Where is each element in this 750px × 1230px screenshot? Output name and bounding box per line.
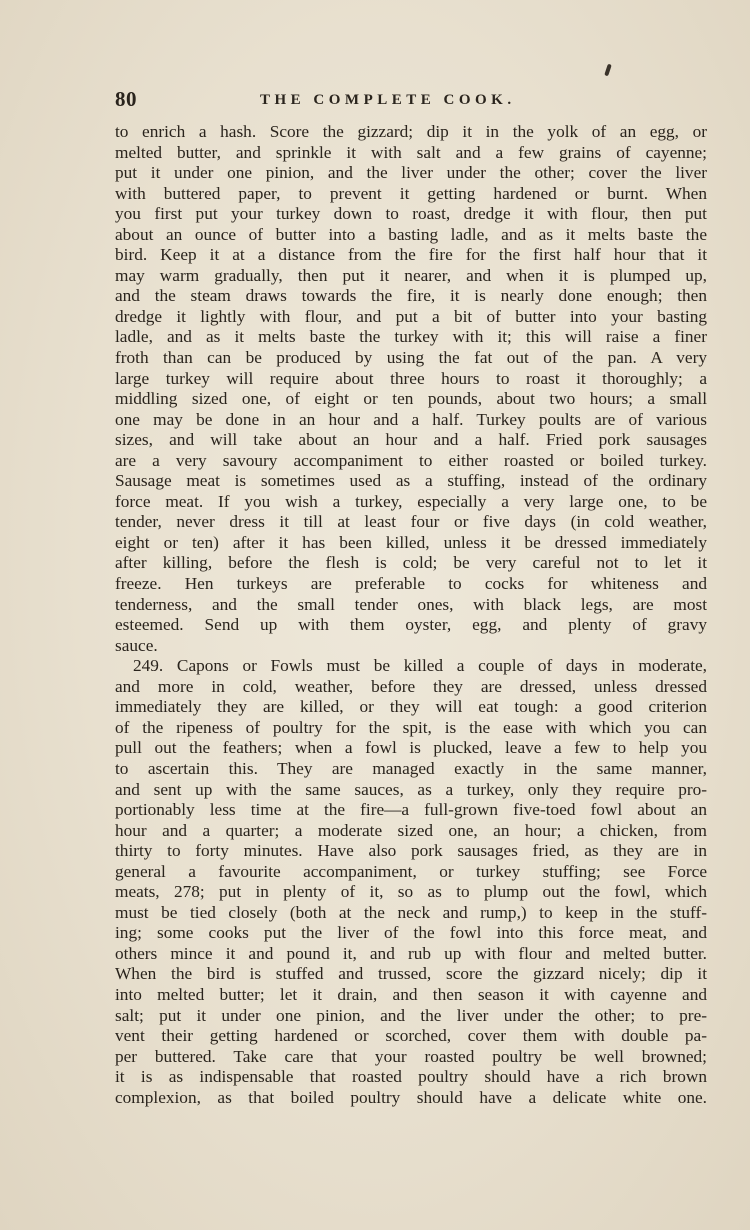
- text-line: eight or ten) after it has been killed, unless it be dressed immediately: [115, 532, 707, 552]
- text-line: salt; put it under one pinion, and the liver under the other; to pre-: [115, 1005, 707, 1025]
- text-line: after killing, before the flesh is cold; be very careful not to let it: [115, 553, 707, 573]
- text-line: complexion, as that boiled poultry should have a delicate white one.: [115, 1087, 707, 1107]
- text-line: are a very savoury accompaniment to either roasted or boiled turkey.: [115, 450, 707, 470]
- text-line: large turkey will require about three hours to roast it thoroughly; a: [115, 368, 707, 388]
- text-line: freeze. Hen turkeys are preferable to cocks for whiteness and: [115, 574, 707, 594]
- text-line: and sent up with the same sauces, as a turkey, only they require pro-: [115, 779, 707, 799]
- text-line: immediately they are killed, or they will eat tough: a good criterion: [115, 697, 707, 717]
- running-head: THE COMPLETE COOK.: [260, 92, 516, 108]
- text-line: general a favourite accompaniment, or turkey stuffing; see Force: [115, 861, 707, 881]
- text-line: vent their getting hardened or scorched, cover them with double pa-: [115, 1026, 707, 1046]
- text-line: esteemed. Send up with them oyster, egg, and plenty of gravy: [115, 615, 707, 635]
- text-line: with buttered paper, to prevent it getting hardened or burnt. When: [115, 183, 707, 203]
- text-line: sauce.: [115, 635, 158, 655]
- text-line: middling sized one, of eight or ten pounds, about two hours; a small: [115, 389, 707, 409]
- text-line: it is as indispensable that roasted poultry should have a rich brown: [115, 1067, 707, 1087]
- text-line: per buttered. Take care that your roasted poultry be well browned;: [115, 1046, 707, 1066]
- text-line: to enrich a hash. Score the gizzard; dip it in the yolk of an egg, or: [115, 122, 707, 141]
- text-line: put it under one pinion, and the liver under the other; cover the liver: [115, 163, 707, 183]
- text-line: froth than can be produced by using the fat out of the pan. A very: [115, 348, 707, 368]
- text-line: into melted butter; let it drain, and then season it with cayenne and: [115, 984, 707, 1004]
- text-line: ing; some cooks put the liver of the fowl into this force meat, and: [115, 923, 707, 943]
- text-line: sizes, and will take about an hour and a half. Fried pork sausages: [115, 430, 707, 450]
- text-line: one may be done in an hour and a half. Turkey poults are of various: [115, 409, 707, 429]
- text-line: 249. Capons or Fowls must be killed a couple of days in moderate,: [133, 656, 707, 676]
- text-line: must be tied closely (both at the neck and rump,) to keep in the stuff-: [115, 902, 707, 922]
- text-line: to ascertain this. They are managed exactly in the same manner,: [115, 758, 707, 778]
- text-line: When the bird is stuffed and trussed, score the gizzard nicely; dip it: [115, 964, 707, 984]
- text-line: and the steam draws towards the fire, it is nearly done enough; then: [115, 286, 707, 306]
- text-line: you first put your turkey down to roast, dredge it with flour, then put: [115, 204, 707, 224]
- page-number: 80: [115, 87, 137, 111]
- text-line: bird. Keep it at a distance from the fire for the first half hour that it: [115, 245, 707, 265]
- text-line: tender, never dress it till at least four or five days (in cold weather,: [115, 512, 707, 532]
- page-header: [115, 84, 707, 118]
- text-line: meats, 278; put in plenty of it, so as to plump out the fowl, which: [115, 882, 707, 902]
- text-line: about an ounce of butter into a basting ladle, and as it melts baste the: [115, 224, 707, 244]
- text-line: force meat. If you wish a turkey, especially a very large one, to be: [115, 491, 707, 511]
- text-line: Sausage meat is sometimes used as a stuffing, instead of the ordinary: [115, 471, 707, 491]
- text-line: of the ripeness of poultry for the spit, is the ease with which you can: [115, 717, 707, 737]
- text-line: and more in cold, weather, before they are dressed, unless dressed: [115, 676, 707, 696]
- ink-speck: [604, 64, 612, 77]
- body-text: [115, 122, 707, 1108]
- text-line: hour and a quarter; a moderate sized one, an hour; a chicken, from: [115, 820, 707, 840]
- text-line: melted butter, and sprinkle it with salt and a few grains of cayenne;: [115, 142, 707, 162]
- text-line: portionably less time at the fire—a full-grown five-toed fowl about an: [115, 800, 707, 820]
- text-line: dredge it lightly with flour, and put a bit of butter into your basting: [115, 306, 707, 326]
- text-line: thirty to forty minutes. Have also pork sausages fried, as they are in: [115, 841, 707, 861]
- text-line: may warm gradually, then put it nearer, and when it is plumped up,: [115, 265, 707, 285]
- text-line: tenderness, and the small tender ones, with black legs, are most: [115, 594, 707, 614]
- text-line: others mince it and pound it, and rub up with flour and melted butter.: [115, 943, 707, 963]
- text-line: ladle, and as it melts baste the turkey with it; this will raise a finer: [115, 327, 707, 347]
- text-line: pull out the feathers; when a fowl is plucked, leave a few to help you: [115, 738, 707, 758]
